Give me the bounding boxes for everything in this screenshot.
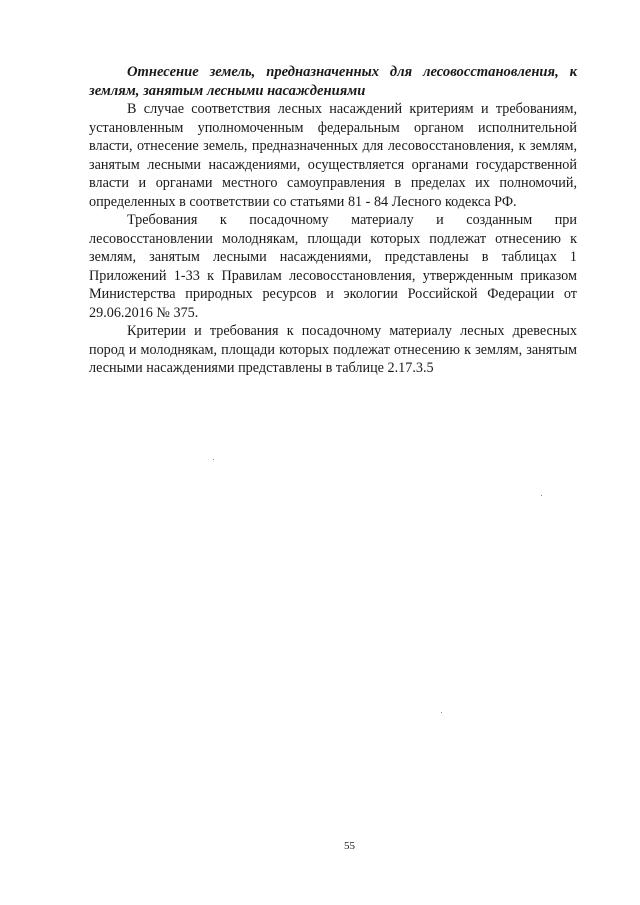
paragraph-planting-material-requirements: Требования к посадочному материалу и созданным при лесовосстановлении молоднякам, площади которых подлежат отнесению к землям, занятым лесными насаждениями, представлены в таблицах 1 Приложений 1-33 к Правилам лесовосстановления, утвержденным приказом Министерства природных ресурсов и экологии Российской Федерации от 29.06.2016 № 375. (89, 212, 577, 321)
section-heading: Отнесение земель, предназначенных для лесовосстановления, к землям, занятым лесными насаждениями (89, 64, 577, 99)
scan-speck (213, 459, 214, 460)
paragraph-criteria-table-reference: Критерии и требования к посадочному материалу лесных древесных пород и молоднякам, площади которых подлежат отнесению к землям, занятым лесными насаждениями представлены в таблице 2.17.3.5 (89, 323, 577, 376)
page-number: 55 (344, 840, 355, 852)
page-content (89, 63, 577, 378)
scan-speck (541, 495, 542, 496)
paragraph-reclassification-authority: В случае соответствия лесных насаждений критериям и требованиям, установленным уполномоченным федеральным органом исполнительной власти, отнесение земель, предназначенных для лесовосстановления, к землям, занятым лесными насаждениями, осуществляется органами государственной власти и органами местного самоуправления в пределах их полномочий, определенных в соответствии со статьями 81 - 84 Лесного кодекса РФ. (89, 101, 577, 210)
scan-speck (441, 712, 442, 713)
